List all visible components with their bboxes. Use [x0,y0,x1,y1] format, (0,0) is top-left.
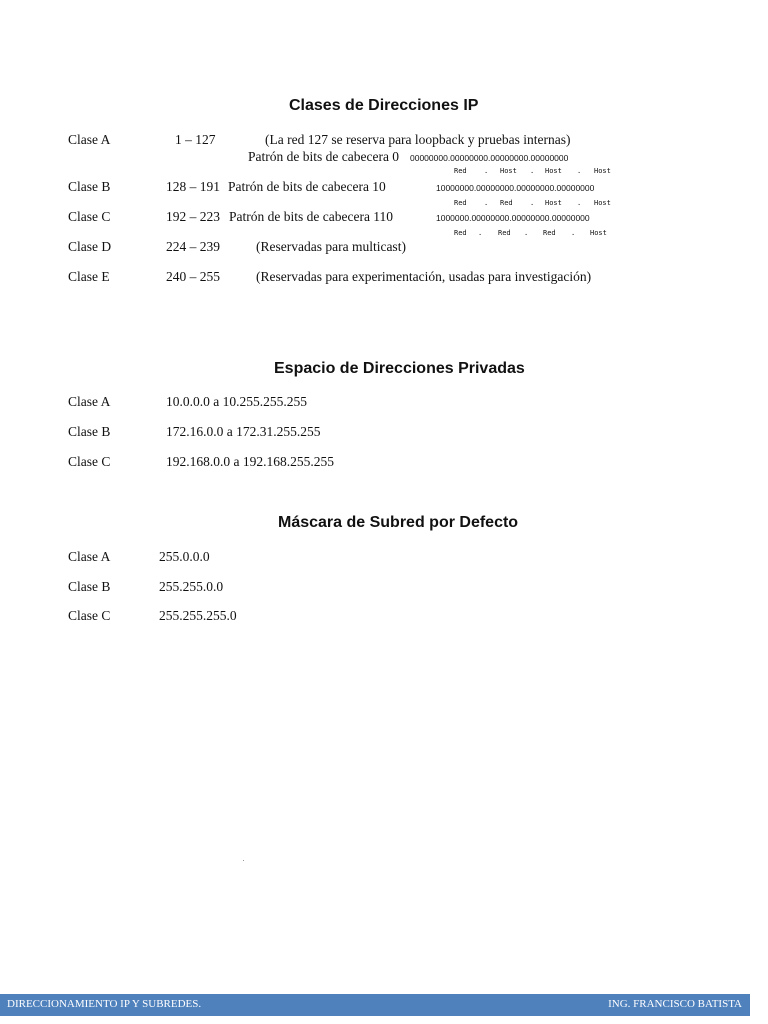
mask-class-c-label: Clase C [68,608,111,623]
mask-class-a-value: 255.0.0.0 [159,549,210,564]
bit-label: Host [594,167,611,175]
section-title-default-mask: Máscara de Subred por Defecto [278,514,519,531]
footer-left-text: DIRECCIONAMIENTO IP Y SUBREDES. [7,998,202,1010]
bit-label: Red [454,229,467,237]
bit-label: Red [500,199,513,207]
bit-label: Host [545,167,562,175]
private-class-c-label: Clase C [68,454,111,469]
class-b-range: 128 – 191 [166,179,220,194]
private-class-a-label: Clase A [68,394,111,409]
bit-label: Host [500,167,517,175]
class-d-label: Clase D [68,239,112,254]
private-class-c-range: 192.168.0.0 a 192.168.255.255 [166,454,334,469]
class-c-bits: 1000000.00000000.00000000.00000000 [436,213,590,223]
bit-label: Red [454,167,467,175]
private-class-b-label: Clase B [68,424,111,439]
bit-label: Red [498,229,511,237]
bit-label: Red [454,199,467,207]
section-title-private-space: Espacio de Direcciones Privadas [274,360,525,377]
bit-label: . [484,167,489,175]
mask-class-b-label: Clase B [68,579,111,594]
mask-class-a-label: Clase A [68,549,111,564]
footer-right-text: ING. FRANCISCO BATISTA [608,998,742,1010]
bit-label: Host [594,199,611,207]
class-b-pattern: Patrón de bits de cabecera 10 [228,179,386,194]
class-a-range: 1 – 127 [175,132,216,147]
bit-label: Host [590,229,607,237]
bit-label: Host [545,199,562,207]
class-e-label: Clase E [68,269,110,284]
class-a-pattern: Patrón de bits de cabecera 0 [248,149,400,164]
bit-label: . [577,167,582,175]
class-a-label: Clase A [68,132,111,147]
bit-label: . [530,167,535,175]
bit-label: Red [543,229,556,237]
class-c-range: 192 – 223 [166,209,220,224]
class-b-bits: 10000000.00000000.00000000.00000000 [436,183,595,193]
class-a-note: (La red 127 se reserva para loopback y pruebas internas) [265,132,571,147]
bit-label: . [571,229,576,237]
mask-class-b-value: 255.255.0.0 [159,579,224,594]
bit-label: . [530,199,535,207]
class-b-label: Clase B [68,179,111,194]
bit-label: . [577,199,582,207]
class-c-label: Clase C [68,209,111,224]
class-c-pattern: Patrón de bits de cabecera 110 [229,209,394,224]
private-class-a-range: 10.0.0.0 a 10.255.255.255 [166,394,307,409]
class-d-note: (Reservadas para multicast) [256,239,406,254]
private-class-b-range: 172.16.0.0 a 172.31.255.255 [166,424,321,439]
class-a-bits: 00000000.00000000.00000000.00000000 [410,153,569,163]
bit-label: . [524,229,529,237]
bit-label: . [478,229,483,237]
section-title-ip-classes: Clases de Direcciones IP [289,97,479,114]
class-e-range: 240 – 255 [166,269,220,284]
page-footer [0,994,750,1016]
class-d-range: 224 – 239 [166,239,220,254]
bit-label: . [484,199,489,207]
class-e-note: (Reservadas para experimentación, usadas para investigación) [256,269,592,284]
stray-dot [243,860,244,861]
mask-class-c-value: 255.255.255.0 [159,608,237,623]
